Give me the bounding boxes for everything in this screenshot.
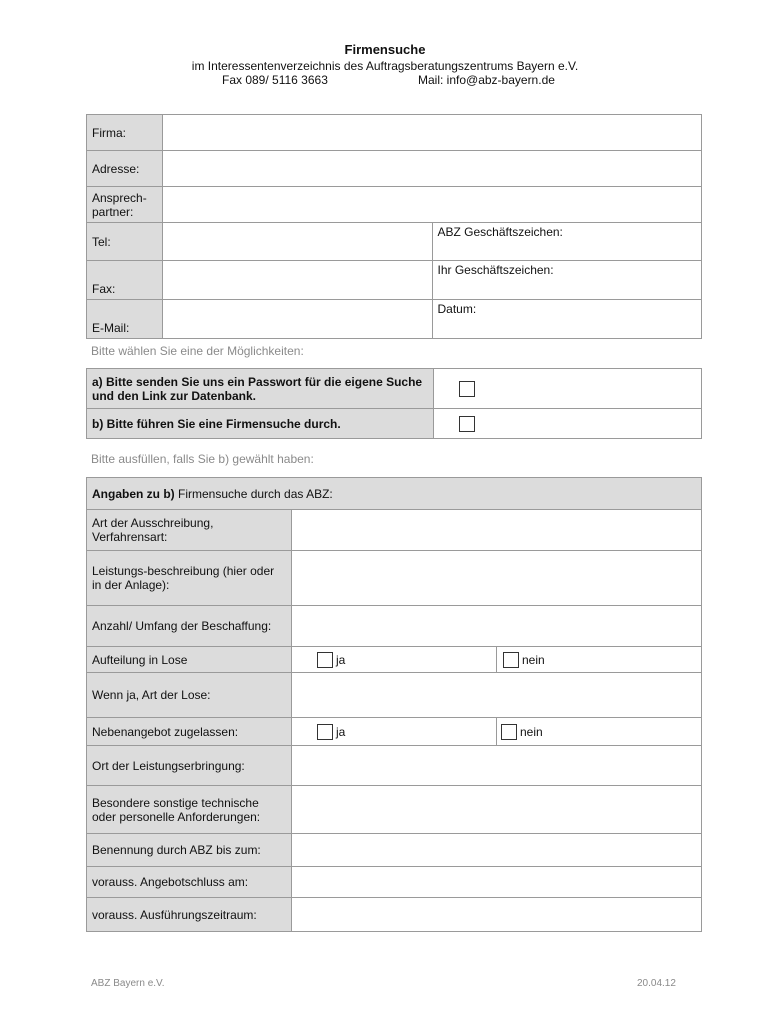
fax-number: Fax 089/ 5116 3663 [222, 73, 328, 87]
choose-instruction: Bitte wählen Sie eine der Möglichkeiten: [91, 344, 304, 358]
leistung-field[interactable] [292, 551, 702, 606]
ausfuehrung-field[interactable] [292, 898, 702, 932]
ansprechpartner-label: Ansprech- partner: [87, 187, 163, 223]
nebenangebot-label: Nebenangebot zugelassen: [87, 718, 292, 746]
options-table [86, 368, 702, 439]
wenn-ja-field[interactable] [292, 673, 702, 718]
tel-label: Tel: [87, 223, 163, 261]
form-subtitle: im Interessentenverzeichnis des Auftragsberatungszentrums Bayern e.V. [191, 59, 579, 73]
fax-label: Fax: [87, 261, 163, 300]
firma-label: Firma: [87, 115, 163, 151]
adresse-field[interactable] [163, 151, 702, 187]
footer-org: ABZ Bayern e.V. [91, 978, 165, 989]
anzahl-field[interactable] [292, 606, 702, 647]
email-label: E-Mail: [87, 300, 163, 339]
nebenangebot-nein-checkbox[interactable] [501, 724, 517, 740]
nebenangebot-ja-label: ja [336, 724, 346, 739]
fax-field[interactable] [163, 261, 433, 300]
anzahl-label: Anzahl/ Umfang der Beschaffung: [87, 606, 292, 647]
angebotschluss-field[interactable] [292, 867, 702, 898]
nebenangebot-nein-cell [497, 718, 702, 746]
details-table [86, 477, 702, 932]
fill-instruction: Bitte ausfüllen, falls Sie b) gewählt haben: [91, 452, 314, 466]
nebenangebot-ja-checkbox[interactable] [317, 724, 333, 740]
nebenangebot-ja-cell [292, 718, 497, 746]
aufteilung-nein-cell [497, 647, 702, 673]
besondere-field[interactable] [292, 786, 702, 834]
aufteilung-ja-label: ja [336, 652, 346, 667]
ort-field[interactable] [292, 746, 702, 786]
firma-field[interactable] [163, 115, 702, 151]
mail-address: Mail: info@abz-bayern.de [418, 73, 555, 87]
ausfuehrung-label: vorauss. Ausführungszeitraum: [87, 898, 292, 932]
aufteilung-nein-checkbox[interactable] [503, 652, 519, 668]
footer-date: 20.04.12 [637, 978, 676, 989]
adresse-label: Adresse: [87, 151, 163, 187]
aufteilung-ja-checkbox[interactable] [317, 652, 333, 668]
aufteilung-ja-cell [292, 647, 497, 673]
option-a-cell [434, 369, 702, 409]
tel-field[interactable] [163, 223, 433, 261]
aufteilung-label: Aufteilung in Lose [87, 647, 292, 673]
details-header-bold: Angaben zu b) [92, 486, 175, 501]
ihr-geschaeftszeichen-field[interactable]: Ihr Geschäftszeichen: [432, 261, 702, 300]
abz-geschaeftszeichen-field[interactable]: ABZ Geschäftszeichen: [432, 223, 702, 261]
form-title: Firmensuche [344, 42, 426, 57]
nebenangebot-nein-label: nein [520, 724, 543, 739]
besondere-label: Besondere sonstige technische oder personelle Anforderungen: [87, 786, 292, 834]
datum-field[interactable]: Datum: [432, 300, 702, 339]
art-field[interactable] [292, 510, 702, 551]
benennung-field[interactable] [292, 834, 702, 867]
art-label: Art der Ausschreibung, Verfahrensart: [87, 510, 292, 551]
option-b-checkbox[interactable] [459, 416, 475, 432]
benennung-label: Benennung durch ABZ bis zum: [87, 834, 292, 867]
ort-label: Ort der Leistungserbringung: [87, 746, 292, 786]
contact-table [86, 114, 702, 339]
ansprechpartner-field[interactable] [163, 187, 702, 223]
option-b-cell [434, 409, 702, 439]
wenn-ja-label: Wenn ja, Art der Lose: [87, 673, 292, 718]
details-header-text: Firmensuche durch das ABZ: [174, 486, 333, 501]
option-a-checkbox[interactable] [459, 381, 475, 397]
aufteilung-nein-label: nein [522, 652, 545, 667]
option-a-label: a) Bitte senden Sie uns ein Passwort für die eigene Suche und den Link zur Datenbank. [87, 369, 434, 409]
option-b-label: b) Bitte führen Sie eine Firmensuche durch. [87, 409, 434, 439]
leistung-label: Leistungs-beschreibung (hier oder in der Anlage): [87, 551, 292, 606]
angebotschluss-label: vorauss. Angebotschluss am: [87, 867, 292, 898]
email-field[interactable] [163, 300, 433, 339]
details-header [87, 478, 702, 510]
